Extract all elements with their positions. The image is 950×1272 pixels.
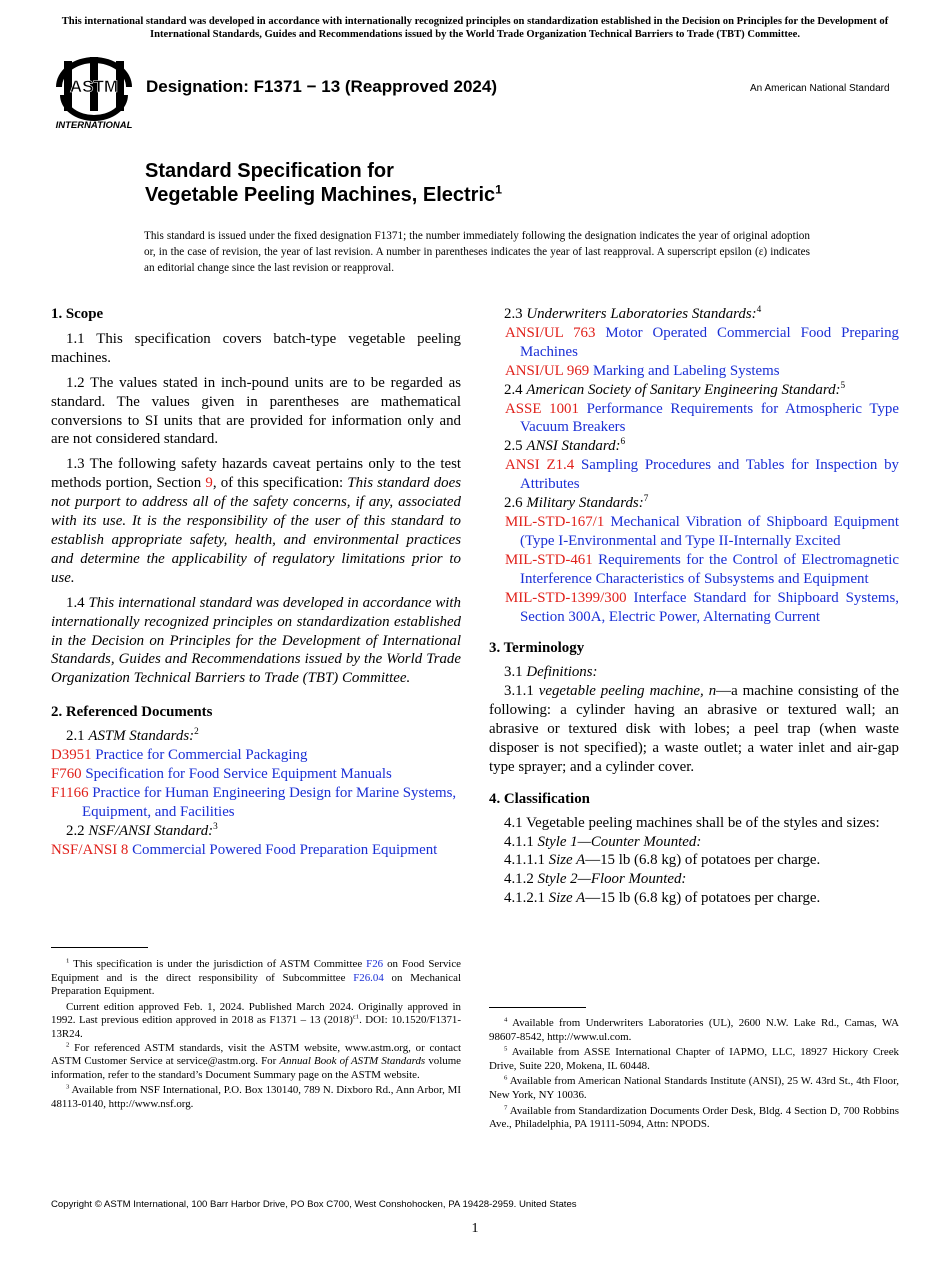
reference-asse-1001[interactable]: ASSE 1001 Performance Requirements for Atmospheric Type Vacuum Breakers [505, 400, 899, 436]
reference-mil-std-167[interactable]: MIL-STD-167/1 Mechanical Vibration of Shipboard Equipment (Type I-Environmental and Type II-Internally Excited [505, 513, 899, 549]
issue-note: This standard is issued under the fixed designation F1371; the number immediately following the designation indicates the year of original adoption or, in the case of revision, the year of last revision. A number in parentheses indicates the year of last reapproval. A superscript epsilon (ε) indicates an editorial change since the last revision or reapproval. [144, 230, 810, 274]
right-column [489, 305, 899, 908]
top-notice: This international standard was developed in accordance with internationally recognized principles on standardization established in the Decision on Principles for the Development of International Standards, Guides and Recommendations issued by the World Trade Organization Technical Barriers to Trade (TBT) Committee. [61, 16, 889, 40]
footnotes-right [489, 1017, 899, 1132]
paragraph-4-1: 4.1 Vegetable peeling machines shall be of the styles and sizes: [504, 814, 880, 831]
subsection-4-1-2: 4.1.2 Style 2—Floor Mounted: [504, 871, 687, 888]
section-9-link[interactable]: 9 [205, 475, 213, 492]
footnote-6: $^6$ Available from American National Standards Institute (ANSI), 25 W. 43rd St., 4th Floor, New York, NY 10036. [489, 1074, 899, 1101]
page-number: 1 [471, 1221, 479, 1236]
footnote-2: $^2$ For referenced ASTM standards, visit the ASTM website, www.astm.org, or contact ASTM Customer Service at service@astm.org. For Annual Book of ASTM Standards volume information, refer to the standard’s Document Summary page on the ASTM website. [51, 1040, 461, 1081]
committee-f26-link[interactable]: F26 [366, 958, 384, 970]
reference-f760[interactable]: F760 Specification for Food Service Equipment Manuals [51, 765, 392, 782]
reference-f1166[interactable]: F1166 Practice for Human Engineering Design for Marine Systems, Equipment, and Facilities [51, 784, 457, 820]
subsection-2-2: 2.2 NSF/ANSI Standard:$^3$ [66, 820, 218, 839]
designation: Designation: F1371 − 13 (Reapproved 2024) [146, 77, 497, 96]
paragraph-1-2: 1.2 The values stated in inch-pound units are to be regarded as standard. The values given in parentheses are mathematical conversions to SI units that are provided for information only and are not considered standard. [51, 374, 461, 448]
document-title [145, 160, 502, 207]
astm-logo [52, 55, 136, 133]
paragraph-1-3: 1.3 The following safety hazards caveat pertains only to the test methods portion, Section 9, of this specification: This standard does not purport to address all of the safety concerns, if any, associated with its use. It is the responsibility of the user of this standard to establish appropriate safety, health, and environmental practices and determine the applicability of regulatory limitations prior to use. [51, 456, 462, 586]
footnote-1: $^1$ This specification is under the jurisdiction of ASTM Committee F26 on Food Service Equipment and is the direct responsibility of Subcommittee F26.04 on Mechanical Preparation Equipment. [51, 957, 461, 998]
reference-mil-std-1399[interactable]: MIL-STD-1399/300 Interface Standard for Shipboard Systems, Section 300A, Electric Power, Alternating Current [505, 589, 899, 625]
national-standard-label: An American National Standard [750, 83, 890, 94]
paragraph-1-4: 1.4 This international standard was developed in accordance with internationally recognized principles on standardization established in the Decision on Principles for the Development of International Standards, Guides and Recommendations issued by the World Trade Organization Technical Barriers to Trade (TBT) Committee. [51, 594, 462, 687]
footnote-4: $^4$ Available from Underwriters Laboratories (UL), 2600 N.W. Lake Rd., Camas, WA 98607-8542, http://www.ul.com. [489, 1016, 899, 1043]
subsection-4-1-1: 4.1.1 Style 1—Counter Mounted: [504, 833, 702, 850]
footnote-ref-4[interactable]: 4 [756, 304, 762, 315]
footnote-rule-right [489, 1007, 586, 1008]
footnote-ref-7[interactable]: 7 [643, 493, 649, 504]
subsection-2-4: 2.4 American Society of Sanitary Engineering Standard:$^5$ [504, 379, 846, 398]
subcommittee-f26-04-link[interactable]: F26.04 [353, 971, 384, 984]
subsection-2-5: 2.5 ANSI Standard:$^6$ [504, 436, 626, 455]
subsection-4-1-2-1: 4.1.2.1 Size A—15 lb (6.8 kg) of potatoes per charge. [504, 890, 821, 907]
definition-3-1-1: 3.1.1 vegetable peeling machine, n—a machine consisting of the following: a cylinder having an abrasive or textured wall; an abrasive or textured disk with lobes; a peel trap (when waste disposer is not specified); a waste outlet; a water inlet and air-gap type sprayer; and a cylinder cover. [489, 683, 899, 775]
section-heading-classification: 4. Classification [489, 790, 590, 807]
footnote-ref-2[interactable]: 2 [194, 726, 199, 737]
subsection-2-3: 2.3 Underwriters Laboratories Standards:$^4$ [504, 304, 762, 322]
footnote-ref-3[interactable]: 3 [213, 820, 218, 831]
footnote-ref-6[interactable]: 6 [620, 436, 626, 447]
reference-ul-763[interactable]: ANSI/UL 763 Motor Operated Commercial Food Preparing Machines [505, 324, 899, 360]
copyright-notice: Copyright © ASTM International, 100 Barr Harbor Drive, PO Box C700, West Conshohocken, PA 19428-2959. United States [51, 1199, 577, 1210]
section-heading-referenced: 2. Referenced Documents [51, 704, 213, 721]
subsection-4-1-1-1: 4.1.1.1 Size A—15 lb (6.8 kg) of potatoes per charge. [504, 852, 821, 869]
left-column [51, 305, 461, 859]
reference-ul-969[interactable]: ANSI/UL 969 Marking and Labeling Systems [505, 362, 780, 379]
footnote-ref-5[interactable]: 5 [840, 379, 846, 390]
footnote-1-edition: Current edition approved Feb. 1, 2024. Published March 2024. Originally approved in 1992. Last previous edition approved in 2018 as F1371 – 13 $(2018)^{\varepsilon 1}$. DOI: 10.1520/F1371-13R24. [51, 1000, 461, 1040]
section-heading-scope: 1. Scope [51, 306, 104, 322]
title-footnote-ref[interactable]: 1 [495, 181, 503, 196]
footnotes-left [51, 958, 461, 1112]
logo-subtext: INTERNATIONAL [55, 120, 133, 131]
footnote-5: $^5$ Available from ASSE International Chapter of IAPMO, LLC, 18927 Hickory Creek Drive, Suite 220, Mokena, IL 60448. [489, 1045, 899, 1072]
footnote-3: $^3$ Available from NSF International, P.O. Box 130140, 789 N. Dixboro Rd., Ann Arbor, MI 48113-0140, http://www.nsf.org. [51, 1083, 461, 1110]
footnote-rule-left [51, 947, 148, 948]
subsection-2-6: 2.6 Military Standards:$^7$ [504, 493, 649, 512]
section-heading-terminology: 3. Terminology [489, 640, 585, 657]
reference-mil-std-461[interactable]: MIL-STD-461 Requirements for the Control of Electromagnetic Interference Characteristics of Subsystems and Equipment [505, 551, 899, 587]
subsection-2-1: 2.1 ASTM Standards:$^2$ [66, 726, 199, 745]
title-line-2: Vegetable Peeling Machines, Electric$^1$ [145, 181, 503, 206]
subsection-3-1: 3.1 Definitions: [504, 664, 598, 681]
paragraph-1-1: 1.1 This specification covers batch-type vegetable peeling machines. [51, 330, 461, 366]
footnote-7: $^7$ Available from Standardization Documents Order Desk, Bldg. 4 Section D, 700 Robbins Ave., Philadelphia, PA 19111-5094, Attn: NPODS. [489, 1103, 899, 1131]
logo-wordmark: ASTM [69, 77, 119, 96]
title-line-1: Standard Specification for [145, 160, 394, 182]
reference-nsf-ansi-8[interactable]: NSF/ANSI 8 Commercial Powered Food Preparation Equipment [51, 841, 438, 858]
reference-d3951[interactable]: D3951 Practice for Commercial Packaging [51, 747, 308, 764]
reference-ansi-z1-4[interactable]: ANSI Z1.4 Sampling Procedures and Tables for Inspection by Attributes [505, 457, 899, 493]
